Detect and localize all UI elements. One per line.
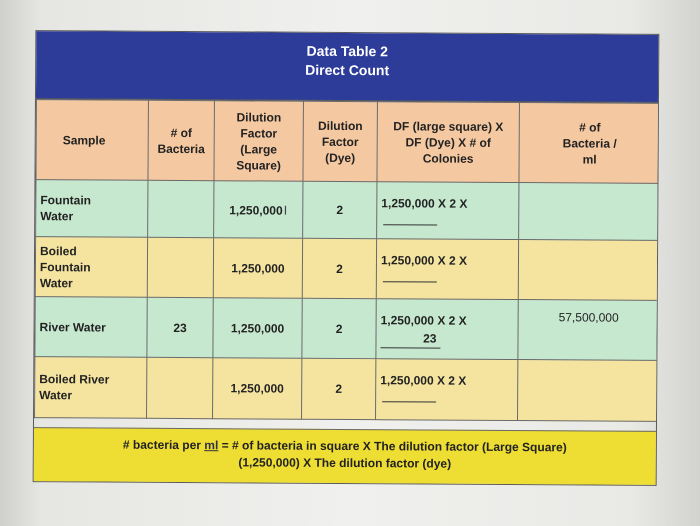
count-value[interactable]: 23 [380, 329, 440, 348]
df-formula-cell[interactable]: 1,250,000 X 2 X [377, 182, 519, 240]
dilution-large-cell[interactable]: 1,250,000I [214, 181, 303, 239]
per-ml-cell[interactable] [518, 360, 659, 422]
sample-cell[interactable]: Fountain Water [36, 180, 148, 238]
data-table-sheet [33, 30, 660, 486]
table-row [35, 237, 659, 301]
table-row [35, 357, 659, 422]
title-band [36, 31, 658, 103]
header-row [36, 100, 659, 184]
sample-cell[interactable]: Boiled Fountain Water [35, 237, 147, 298]
count-blank[interactable] [382, 389, 436, 402]
header-bacteria: # of Bacteria [148, 100, 214, 180]
per-ml-cell[interactable] [519, 183, 660, 241]
formula-footer [34, 427, 656, 486]
dilution-dye-cell[interactable]: 2 [302, 298, 376, 358]
per-ml-cell[interactable]: 57,500,000 [518, 300, 659, 361]
bacteria-cell[interactable]: 23 [147, 297, 213, 357]
header-bacteria-per-ml: # of Bacteria / ml [519, 103, 659, 184]
table-row [35, 297, 659, 361]
header-dilution-dye: Dilution Factor (Dye) [303, 101, 377, 181]
count-blank[interactable] [383, 212, 437, 225]
header-sample: Sample [36, 100, 148, 181]
dilution-large-cell[interactable]: 1,250,000 [213, 358, 302, 420]
df-formula-cell[interactable]: 1,250,000 X 2 X [376, 359, 518, 421]
header-dilution-large: Dilution Factor (Large Square) [214, 101, 303, 182]
direct-count-table [34, 99, 659, 422]
dilution-dye-cell[interactable]: 2 [302, 358, 376, 419]
dilution-large-cell[interactable]: 1,250,000 [213, 238, 302, 299]
count-blank[interactable] [383, 269, 437, 282]
dilution-dye-cell[interactable]: 2 [302, 238, 376, 298]
bacteria-cell[interactable] [147, 357, 213, 418]
formula-line-1: # bacteria per ml = # of bacteria in square X The dilution factor (Large Square) [122, 437, 567, 455]
dilution-dye-cell[interactable]: 2 [303, 181, 377, 238]
text-cursor-icon: I [283, 202, 288, 218]
per-ml-cell[interactable] [518, 240, 659, 301]
dilution-large-cell[interactable]: 1,250,000 [213, 298, 302, 359]
bacteria-cell[interactable] [148, 180, 214, 237]
ml-link: ml [204, 438, 219, 453]
sample-cell[interactable]: River Water [35, 297, 147, 358]
df-formula-cell[interactable]: 1,250,000 X 2 X 23 [376, 299, 518, 360]
sample-cell[interactable]: Boiled River Water [35, 357, 147, 419]
table-title: Data Table 2 [306, 42, 389, 60]
formula-line-2: (1,250,000) X The dilution factor (dye) [238, 455, 452, 471]
header-df-formula: DF (large square) X DF (Dye) X # of Colonies [377, 102, 519, 183]
table-row [36, 180, 660, 241]
bacteria-cell[interactable] [147, 237, 213, 297]
df-formula-cell[interactable]: 1,250,000 X 2 X [376, 239, 518, 300]
table-subtitle: Direct Count [305, 61, 390, 79]
